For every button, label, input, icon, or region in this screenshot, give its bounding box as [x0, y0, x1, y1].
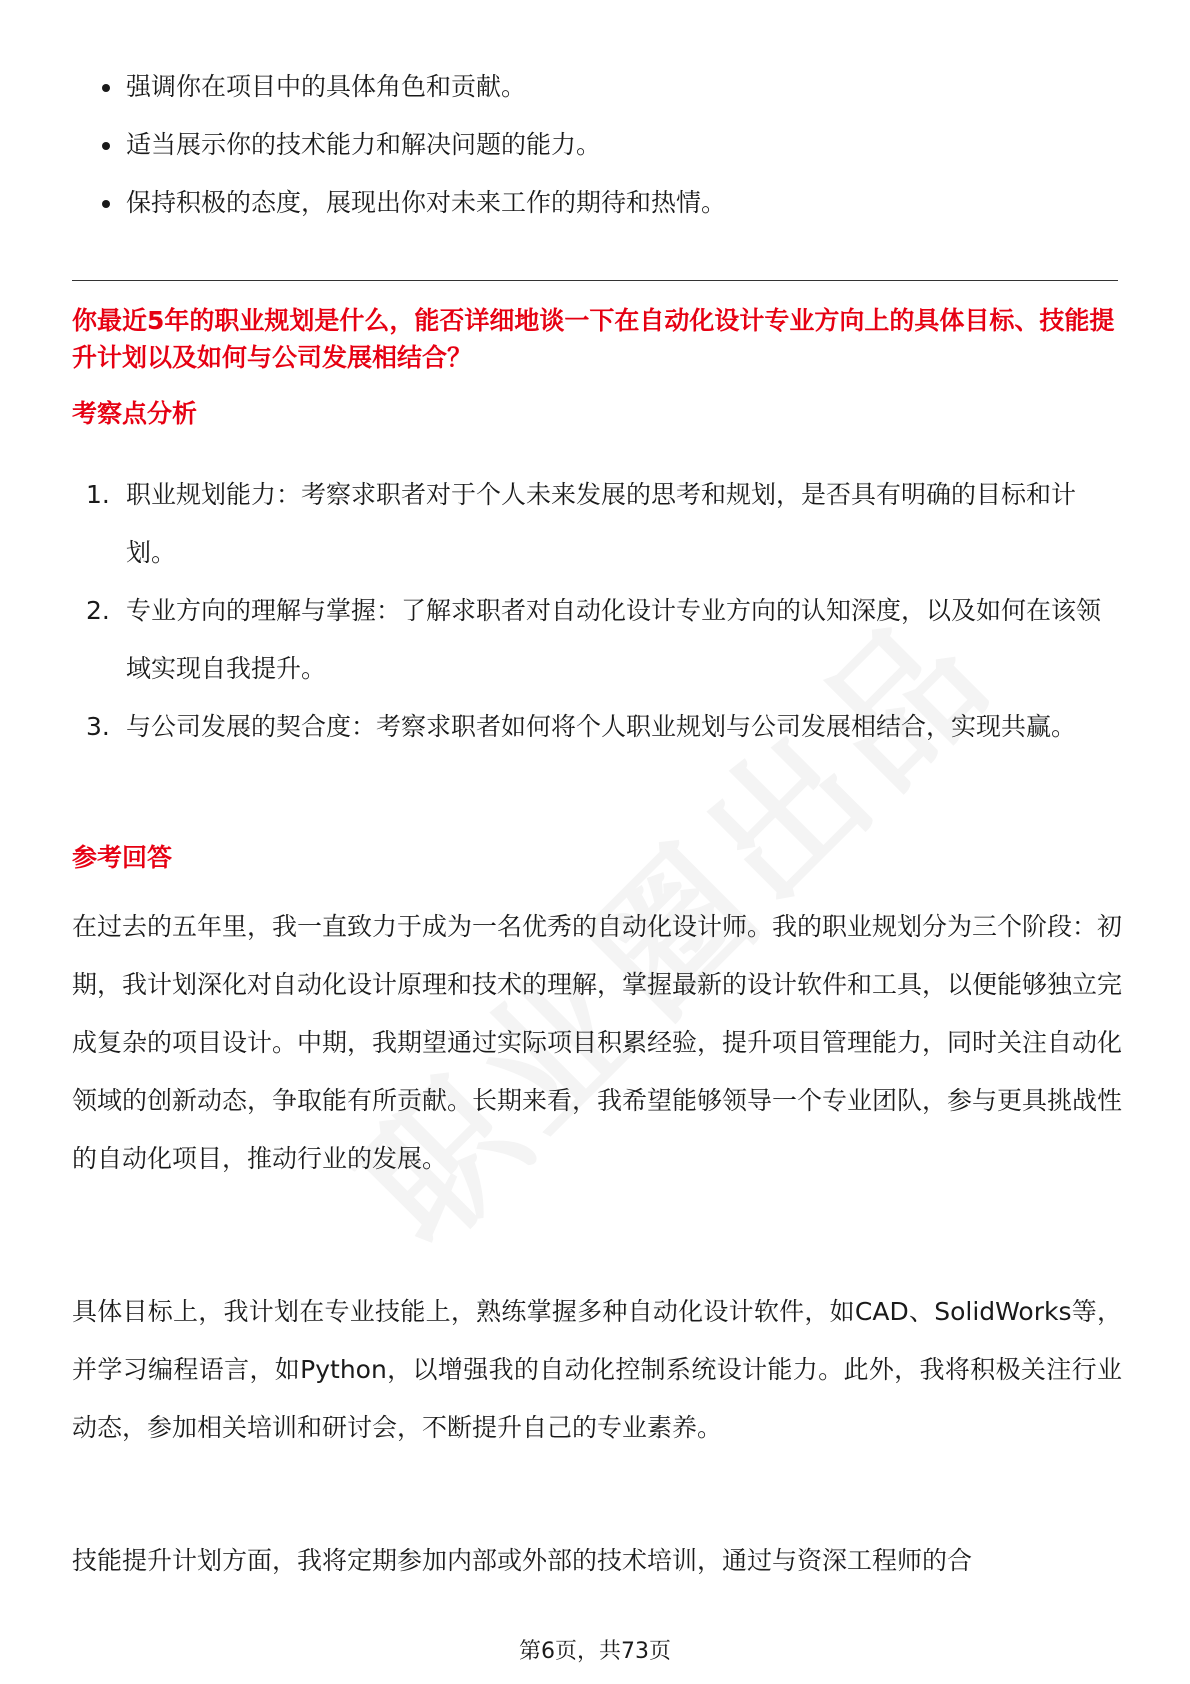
analysis-item — [72, 582, 1122, 698]
bullet-item: 适当展示你的技术能力和解决问题的能力。 — [96, 116, 726, 174]
bullet-item: 保持积极的态度，展现出你对未来工作的期待和热情。 — [96, 174, 726, 232]
section-divider — [72, 280, 1118, 281]
item-text: 专业方向的理解与掌握：了解求职者对自动化设计专业方向的认知深度，以及如何在该领域实现自我提升。 — [126, 596, 1102, 683]
page-number: 第6页，共73页 — [519, 1639, 671, 1664]
analysis-item — [72, 698, 1122, 756]
interview-question: 你最近5年的职业规划是什么，能否详细地谈一下在自动化设计专业方向上的具体目标、技能提升计划以及如何与公司发展相结合？ — [72, 306, 1115, 372]
item-text: 与公司发展的契合度：考察求职者如何将个人职业规划与公司发展相结合，实现共赢。 — [126, 712, 1077, 741]
item-number: 2. — [86, 596, 110, 625]
item-number: 1. — [86, 480, 110, 509]
bullet-item: 强调你在项目中的具体角色和贡献。 — [96, 58, 726, 116]
answer-paragraph: 在过去的五年里，我一直致力于成为一名优秀的自动化设计师。我的职业规划分为三个阶段：初期，我计划深化对自动化设计原理和技术的理解，掌握最新的设计软件和工具，以便能够独立完成复杂的项目设计。中期，我期望通过实际项目积累经验，提升项目管理能力，同时关注自动化领域的创新动态，争取能有所贡献。长期来看，我希望能够领导一个专业团队，参与更具挑战性的自动化项目，推动行业的发展。 — [72, 912, 1123, 1173]
answer-paragraph: 技能提升计划方面，我将定期参加内部或外部的技术培训，通过与资深工程师的合 — [72, 1546, 973, 1575]
analysis-heading: 考察点分析 — [72, 399, 198, 428]
analysis-list — [72, 466, 1122, 756]
item-text: 职业规划能力：考察求职者对于个人未来发展的思考和规划，是否具有明确的目标和计划。 — [126, 480, 1077, 567]
answer-paragraph: 具体目标上，我计划在专业技能上，熟练掌握多种自动化设计软件，如CAD、SolidWorks等，并学习编程语言，如Python，以增强我的自动化控制系统设计能力。此外，我将积极关注行业动态，参加相关培训和研讨会，不断提升自己的专业素养。 — [72, 1297, 1122, 1442]
item-number: 3. — [86, 712, 110, 741]
analysis-item — [72, 466, 1122, 582]
answer-heading: 参考回答 — [72, 843, 173, 872]
tips-bullet-list — [96, 58, 726, 232]
